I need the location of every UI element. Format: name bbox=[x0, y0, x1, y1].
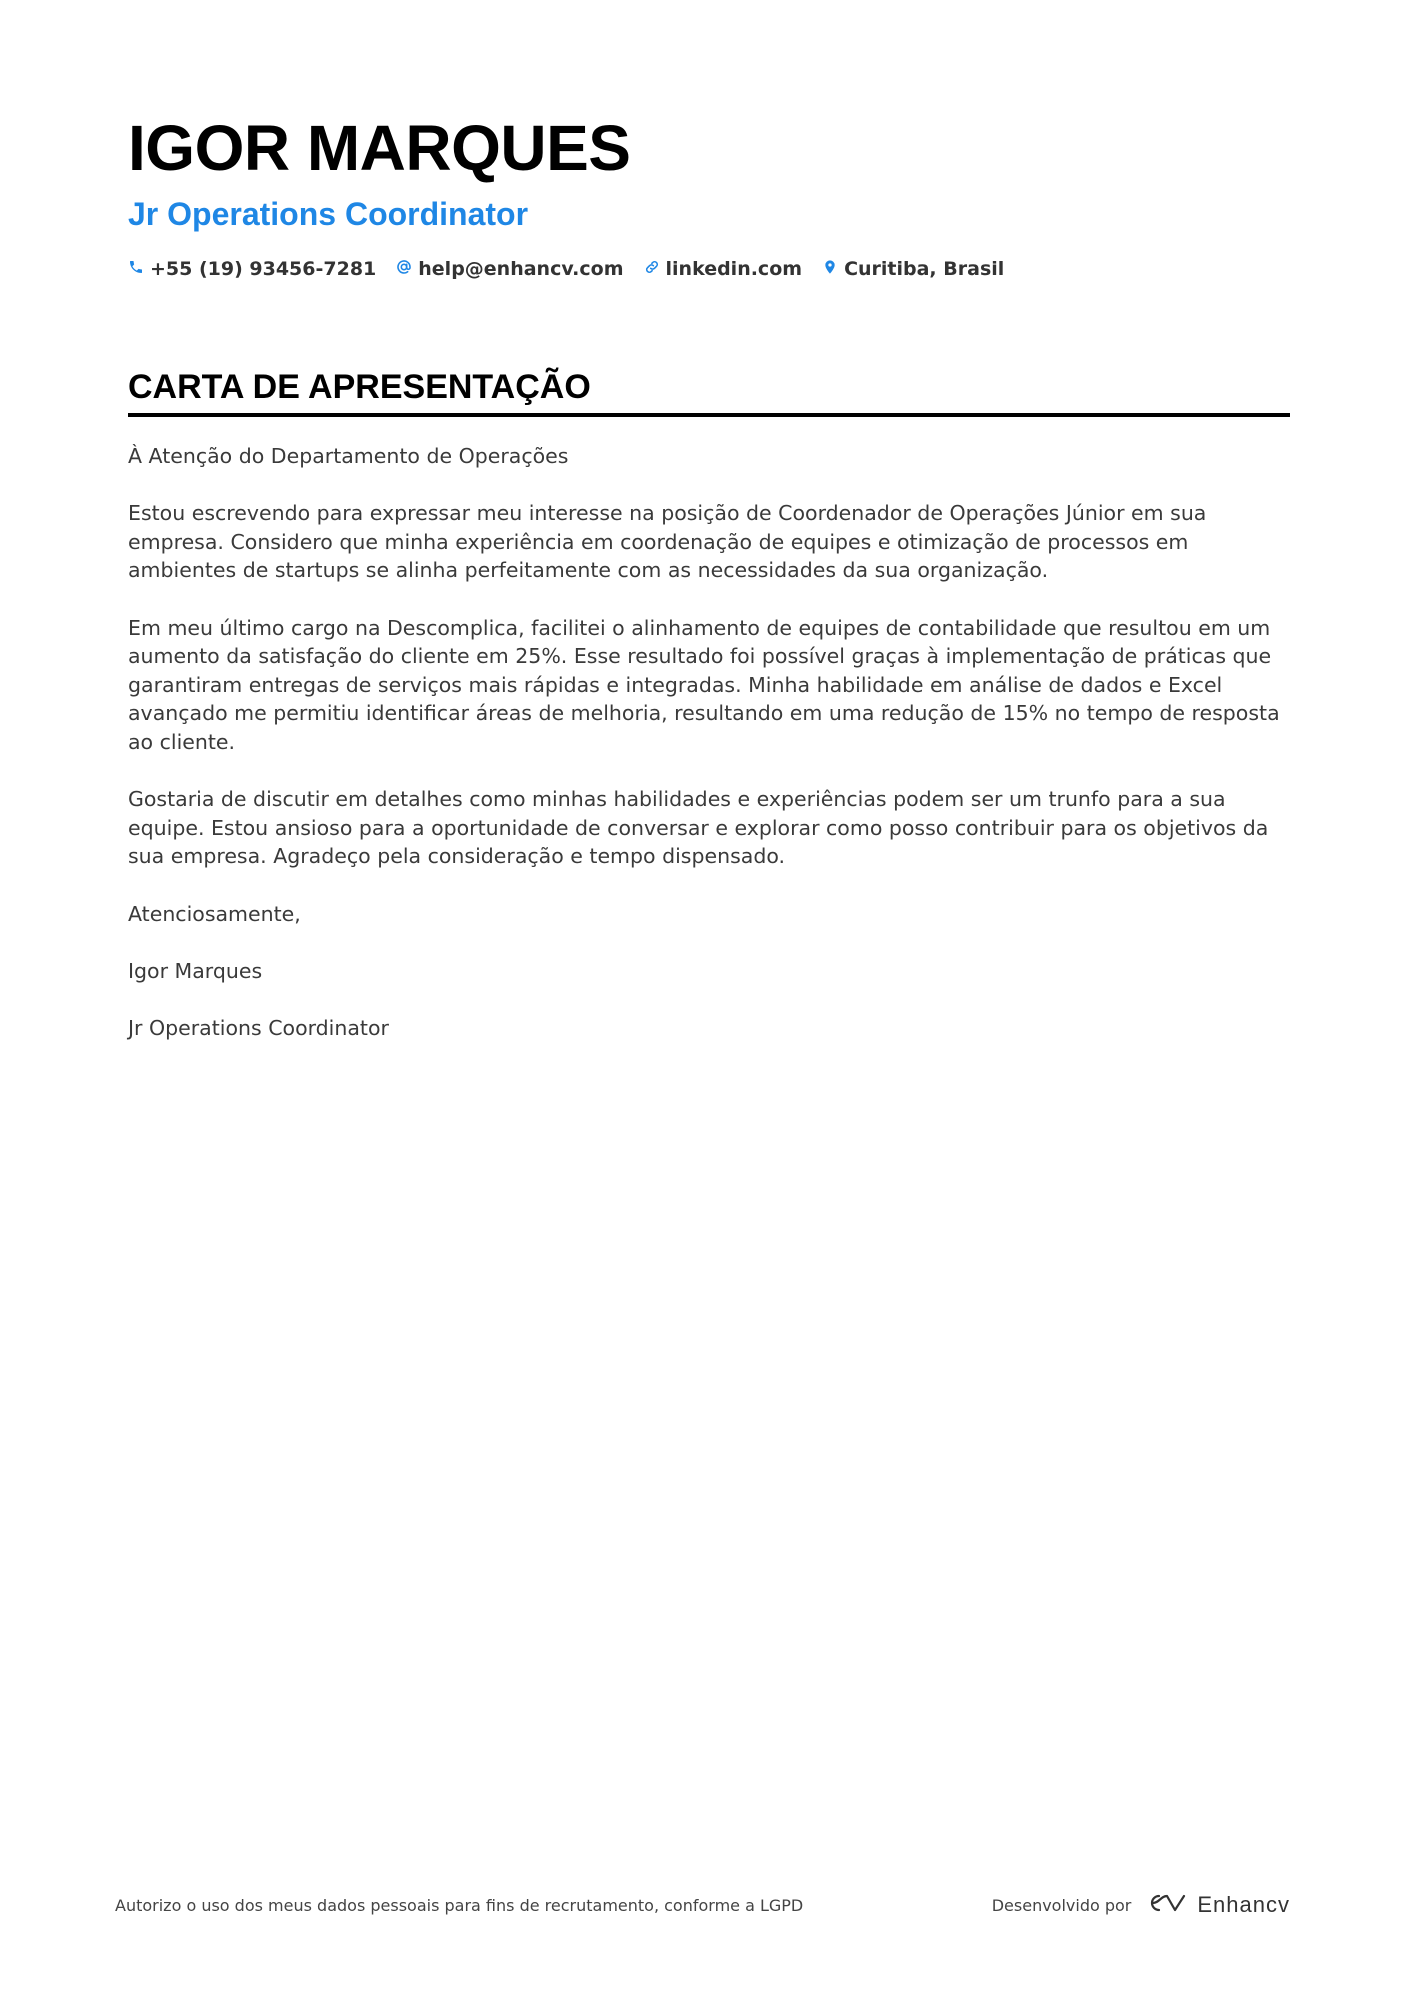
enhancv-logo-icon bbox=[1141, 1890, 1187, 1920]
contact-location bbox=[822, 258, 1004, 280]
letter-closing: Atenciosamente, bbox=[128, 901, 301, 926]
candidate-name: IGOR MARQUES bbox=[128, 112, 631, 184]
contact-list bbox=[128, 258, 1288, 280]
powered-by[interactable] bbox=[992, 1890, 1290, 1920]
contact-linkedin[interactable] bbox=[644, 258, 803, 280]
link-icon bbox=[644, 258, 660, 280]
location-pin-icon bbox=[822, 258, 838, 280]
letter-body bbox=[128, 442, 1298, 1071]
location-text: Curitiba, Brasil bbox=[844, 258, 1005, 280]
contact-phone bbox=[128, 258, 376, 280]
brand-name: Enhancv bbox=[1197, 1892, 1290, 1917]
letter-paragraph: Gostaria de discutir em detalhes como minhas habilidades e experiências podem ser um trunfo para a sua equipe. Estou ansioso para a oportunidade de conversar e explorar como posso contribuir para os objetivos da sua empresa. Agradeço pela consideração e tempo dispensado. bbox=[128, 787, 1269, 869]
phone-text: +55 (19) 93456-7281 bbox=[150, 258, 377, 280]
email-text: help@enhancv.com bbox=[418, 258, 624, 280]
header bbox=[128, 110, 1288, 280]
letter-salutation: À Atenção do Departamento de Operações bbox=[128, 444, 569, 468]
phone-icon bbox=[128, 258, 144, 280]
section-title: CARTA DE APRESENTAÇÃO bbox=[128, 365, 1290, 417]
powered-by-label: Desenvolvido por bbox=[991, 1895, 1132, 1915]
linkedin-text: linkedin.com bbox=[665, 258, 803, 280]
signature-name: Igor Marques bbox=[128, 958, 263, 983]
signature-title: Jr Operations Coordinator bbox=[128, 1015, 389, 1040]
job-title: Jr Operations Coordinator bbox=[128, 196, 529, 232]
at-icon bbox=[396, 258, 412, 280]
consent-note: Autorizo o uso dos meus dados pessoais para fins de recrutamento, conforme a LGPD bbox=[115, 1896, 804, 1915]
letter-paragraph: Estou escrevendo para expressar meu interesse na posição de Coordenador de Operações Júnior em sua empresa. Considero que minha experiência em coordenação de equipes e otimização de processos em ambientes de startups se alinha perfeitamente com as necessidades da sua organização. bbox=[128, 501, 1207, 583]
letter-paragraph: Em meu último cargo na Descomplica, facilitei o alinhamento de equipes de contabilidade que resultou em um aumento da satisfação do cliente em 25%. Esse resultado foi possível graças à implementação de práticas que garantiram entregas de serviços mais rápidas e integradas. Minha habilidade em análise de dados e Excel avançado me permitiu identificar áreas de melhoria, resultando em uma redução de 15% no tempo de resposta ao cliente. bbox=[128, 615, 1280, 754]
contact-email[interactable] bbox=[396, 258, 623, 280]
